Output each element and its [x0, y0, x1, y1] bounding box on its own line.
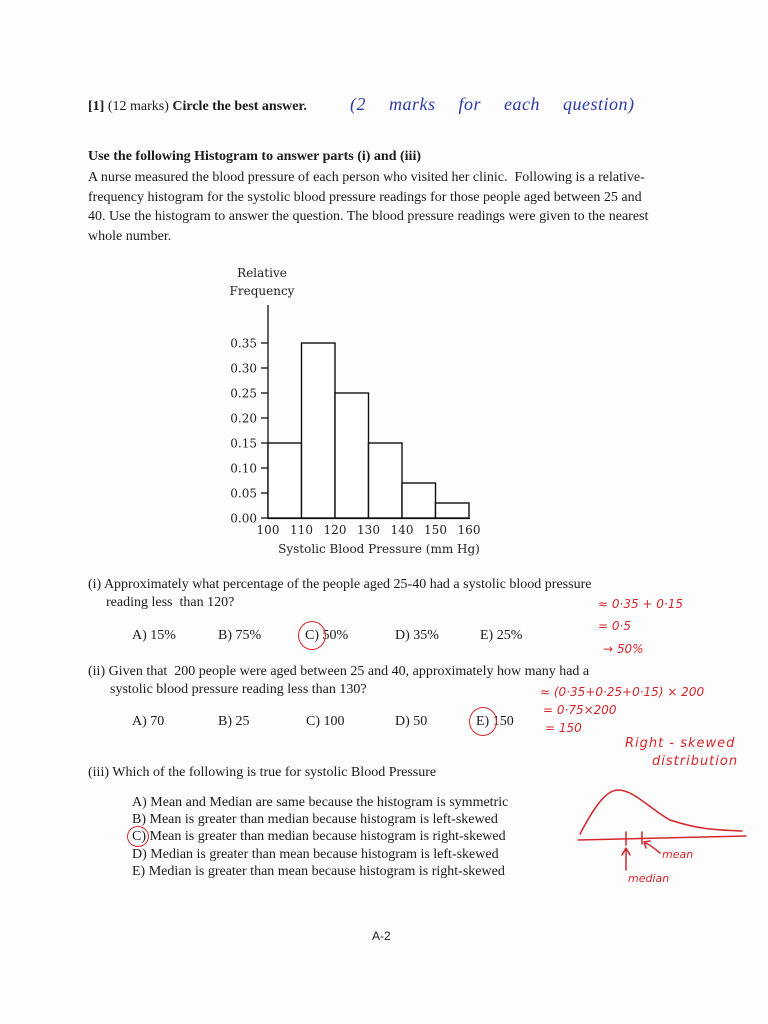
x-axis-label: Systolic Blood Pressure (mm Hg): [278, 542, 480, 556]
option-d: [395, 714, 427, 730]
histogram-bar: [369, 443, 403, 518]
question-i-prompt-cont: reading less than 120?: [106, 595, 235, 610]
x-tick-label: 100: [256, 523, 280, 537]
page-number: A-2: [372, 929, 391, 943]
median-label: median: [628, 872, 670, 885]
option-c: [306, 714, 345, 730]
intro-line: A nurse measured the blood pressure of each person who visited her clinic. Following is a relative-: [88, 170, 645, 185]
option-letter: C): [132, 829, 146, 844]
option-letter: E): [480, 628, 494, 643]
histogram-bar: [436, 503, 470, 518]
option-text: Median is greater than mean because histogram is left-skewed: [150, 847, 499, 862]
option-text: 150: [492, 714, 514, 729]
handwritten-work-line: → 50%: [603, 642, 644, 656]
option-letter: A): [132, 795, 147, 810]
question-number: [1]: [88, 99, 105, 114]
handwritten-work-line: ≈ 0·35 + 0·15: [598, 597, 683, 611]
option-b: [132, 812, 498, 828]
y-tick-label: 0.35: [230, 336, 257, 351]
relative-frequency-histogram: [200, 255, 520, 565]
option-letter: D): [132, 847, 147, 862]
question-marks: (12 marks): [107, 99, 169, 114]
handwritten-work-line: = 150: [545, 721, 582, 735]
y-tick-label: 0.05: [230, 486, 257, 501]
option-text: 100: [323, 714, 345, 729]
sketch-title-line: Right - skewed: [625, 736, 736, 751]
option-text: Mean and Median are same because the histogram is symmetric: [150, 795, 509, 810]
sketch-baseline: [578, 836, 746, 840]
instruction-text: Circle the best answer.: [172, 99, 307, 114]
option-text: Mean is greater than median because histogram is right-skewed: [149, 829, 506, 844]
histogram-bar: [335, 393, 369, 518]
question-header: [88, 99, 307, 115]
option-d: [395, 628, 439, 644]
y-tick-label: 0.25: [230, 386, 257, 401]
sketch-title-line: distribution: [652, 754, 739, 769]
y-axis-label-line: Frequency: [229, 284, 295, 298]
y-tick-label: 0.30: [230, 361, 257, 376]
option-text: 75%: [235, 628, 262, 643]
y-tick-label: 0.10: [230, 461, 257, 476]
option-text: Mean is greater than median because histogram is left-skewed: [149, 812, 498, 827]
option-a: [132, 714, 164, 730]
option-c: [305, 628, 348, 644]
x-tick-label: 130: [357, 523, 380, 537]
right-skewed-sketch: [560, 775, 760, 895]
handwritten-work-line: = 0·5: [598, 619, 631, 633]
histogram-bar: [402, 483, 436, 518]
median-arrow-icon: [622, 848, 630, 870]
option-text: 35%: [413, 628, 439, 643]
x-tick-label: 160: [457, 523, 481, 537]
option-text: 15%: [150, 628, 176, 643]
histogram-bar: [268, 443, 302, 518]
handwritten-work-line: ≈ (0·35+0·25+0·15) × 200: [540, 685, 705, 699]
option-b: [218, 714, 250, 730]
option-text: 25%: [496, 628, 523, 643]
option-e: [476, 714, 514, 730]
option-text: Median is greater than mean because histogram is right-skewed: [148, 864, 505, 879]
option-letter: B): [132, 812, 146, 827]
option-e: [132, 864, 505, 880]
intro-line: whole number.: [88, 229, 172, 244]
option-letter: B): [218, 628, 232, 643]
option-letter: E): [476, 714, 490, 729]
intro-line: 40. Use the histogram to answer the question. The blood pressure readings were given to the nearest: [88, 209, 649, 224]
option-letter: C): [306, 714, 320, 729]
option-e: [480, 628, 522, 644]
option-a: [132, 795, 508, 811]
question-iii-prompt: (iii) Which of the following is true for systolic Blood Pressure: [88, 765, 437, 780]
option-letter: A): [132, 714, 147, 729]
option-letter: D): [395, 714, 410, 729]
option-text: 50: [413, 714, 428, 729]
question-ii-prompt-cont: systolic blood pressure reading less than 130?: [110, 682, 367, 697]
option-b: [218, 628, 261, 644]
handwritten-marks-note: (2 marks for each question): [350, 94, 635, 114]
option-c: [132, 829, 506, 845]
option-text: 25: [235, 714, 250, 729]
y-tick-label: 0.20: [230, 411, 257, 426]
mean-label: mean: [662, 848, 694, 861]
option-letter: D): [395, 628, 410, 643]
option-letter: C): [305, 628, 319, 643]
x-tick-label: 140: [390, 523, 414, 537]
x-tick-label: 120: [323, 523, 347, 537]
x-tick-label: 110: [290, 523, 313, 537]
intro-line: frequency histogram for the systolic blood pressure readings for those people aged between 25 and: [88, 190, 642, 205]
option-letter: E): [132, 864, 146, 879]
option-letter: B): [218, 714, 232, 729]
option-a: [132, 628, 176, 644]
option-letter: A): [132, 628, 147, 643]
section-heading: Use the following Histogram to answer parts (i) and (iii): [88, 149, 421, 164]
option-text: 50%: [322, 628, 349, 643]
skewed-curve: [580, 790, 742, 834]
y-axis-label-line: Relative: [237, 266, 287, 280]
question-i-prompt: (i) Approximately what percentage of the people aged 25-40 had a systolic blood pressure: [88, 577, 592, 592]
question-ii-prompt: (ii) Given that 200 people were aged between 25 and 40, approximately how many had a: [88, 664, 590, 679]
histogram-bar: [302, 343, 336, 518]
x-tick-label: 150: [424, 523, 447, 537]
mean-arrow-icon: [644, 841, 660, 853]
handwritten-work-line: = 0·75×200: [543, 703, 617, 717]
y-tick-label: 0.00: [230, 511, 257, 526]
option-d: [132, 847, 499, 863]
option-text: 70: [150, 714, 165, 729]
y-tick-label: 0.15: [230, 436, 257, 451]
